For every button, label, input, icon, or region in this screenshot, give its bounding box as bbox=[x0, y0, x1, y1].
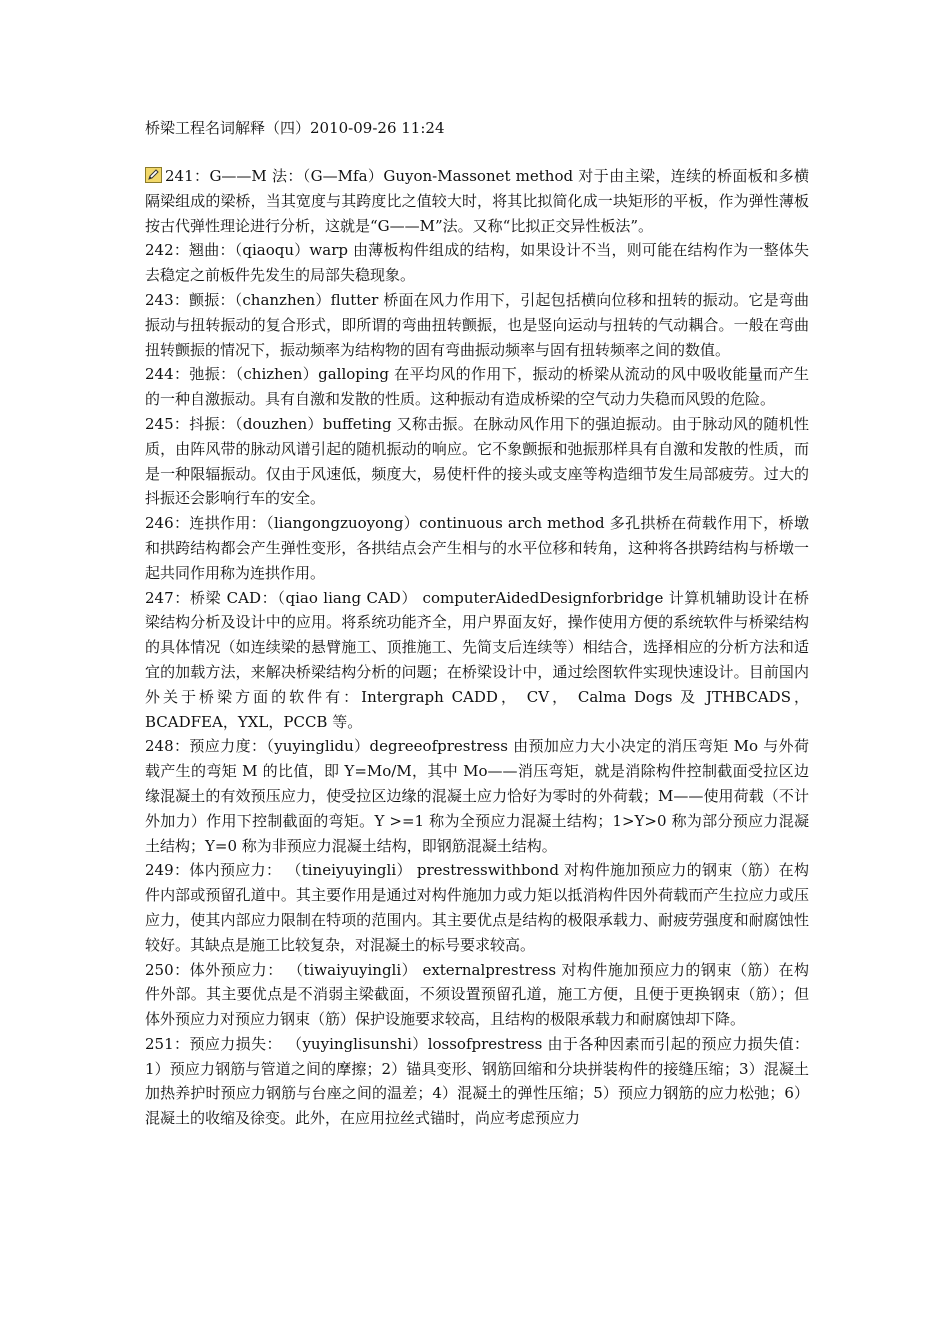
page-title: 桥梁工程名词解释（四）2010-09-26 11:24 bbox=[145, 119, 445, 137]
entry-text: 241：G——M 法：（G—Mfa）Guyon-Massonet method 对于由主梁，连续的桥面板和多横隔梁组成的梁桥，当其宽度与其跨度比之值较大时，将其比拟简化成一块矩形的平板，作为弹性薄板按古代弹性理论进行分析，这就是“G——M”法。又称“比拟正交异性板法”。 bbox=[145, 167, 809, 235]
entry-248: 248：预应力度：（yuyinglidu）degreeofprestress 由预加应力大小决定的消压弯矩 Mo 与外荷载产生的弯矩 M 的比值，即 Y=Mo/M，其中 Mo——消压弯矩，就是消除构件控制截面受拉区边缘混凝土的有效预压应力，使受拉区边缘的混凝土应力恰好为零时的外荷载；M——使用荷载（不计外加力）作用下控制截面的弯矩。Y >=1 称为全预应力混凝土结构；1>Y>0 称为部分预应力混凝土结构；Y=0 称为非预应力混凝土结构，即钢筋混凝土结构。 bbox=[145, 737, 809, 855]
entry-245: 245：抖振：（douzhen）buffeting 又称击振。在脉动风作用下的强迫振动。由于脉动风的随机性质，由阵风带的脉动风谱引起的随机振动的响应。它不象颤振和弛振那样具有自激和发散的性质，而是一种限辐振动。仅由于风速低，频度大，易使杆件的接头或支座等构造细节发生局部疲劳。过大的抖振还会影响行车的安全。 bbox=[145, 414, 809, 508]
entry-241 bbox=[145, 164, 809, 238]
entry-250: 250：体外预应力： （tiwaiyuyingli） externalprestress 对构件施加预应力的钢束（筋）在构件外部。其主要优点是不消弱主梁截面，不须设置预留孔道，施工方便，且便于更换钢束（筋）；但体外预应力对预应力钢束（筋）保护设施要求较高，且结构的极限承载力和耐腐蚀却下降。 bbox=[145, 960, 809, 1029]
entry-249: 249：体内预应力： （tineiyuyingli） prestresswithbond 对构件施加预应力的钢束（筋）在构件内部或预留孔道中。其主要作用是通过对构件施加力或力矩以抵消构件因外荷载而产生拉应力或压应力，使其内部应力限制在特项的范围内。其主要优点是结构的极限承载力、耐疲劳强度和耐腐蚀性较好。其缺点是施工比较复杂，对混凝土的标号要求较高。 bbox=[145, 861, 809, 954]
entry-247: 247：桥梁 CAD：（qiao liang CAD） computerAidedDesignforbridge 计算机辅助设计在桥梁结构分析及设计中的应用。将系统功能齐全，用户界面友好，操作使用方便的系统软件与桥梁结构的具体情况（如连续梁的悬臂施工、顶推施工、先简支后连续等）相结合，选择相应的分析方法和适宜的加载方法，来解决桥梁结构分析的问题；在桥梁设计中，通过绘图软件实现快速设计。目前国内外关于桥梁方面的软件有：Intergraph CADD， CV， Calma Dogs 及 JTHBCADS，BCADFEA，YXL，PCCB 等。 bbox=[145, 588, 809, 731]
entry-246: 246：连拱作用：（liangongzuoyong）continuous arch method 多孔拱桥在荷载作用下，桥墩和拱跨结构都会产生弹性变形，各拱结点会产生相与的水平位移和转角，这种将各拱跨结构与桥墩一起共同作用称为连拱作用。 bbox=[145, 514, 809, 582]
pencil-icon bbox=[145, 167, 162, 183]
entry-242: 242：翘曲：（qiaoqu）warp 由薄板构件组成的结构，如果设计不当，则可能在结构作为一整体失去稳定之前板件先发生的局部失稳现象。 bbox=[145, 241, 809, 285]
entry-251: 251：预应力损失： （yuyinglisunshi）lossofprestress 由于各种因素而引起的预应力损失值：1）预应力钢筋与管道之间的摩擦；2）锚具变形、钢筋回缩和分块拼装构件的接缝压缩；3）混凝土加热养护时预应力钢筋与台座之间的温差；4）混凝土的弹性压缩；5）预应力钢筋的应力松弛；6）混凝土的收缩及徐变。此外，在应用拉丝式锚时，尚应考虑预应力 bbox=[145, 1034, 809, 1128]
entry-244: 244：弛振：（chizhen）galloping 在平均风的作用下，振动的桥梁从流动的风中吸收能量而产生的一种自激振动。具有自激和发散的性质。这种振动有造成桥梁的空气动力失稳而风毁的危险。 bbox=[145, 365, 809, 409]
entry-243: 243：颤振：（chanzhen）flutter 桥面在风力作用下，引起包括横向位移和扭转的振动。它是弯曲振动与扭转振动的复合形式，即所谓的弯曲扭转颤振，也是竖向运动与扭转的气动耦合。一般在弯曲扭转颤振的情况下，振动频率为结构物的固有弯曲振动频率与固有扭转频率之间的数值。 bbox=[145, 290, 809, 359]
document-body bbox=[145, 164, 809, 1131]
